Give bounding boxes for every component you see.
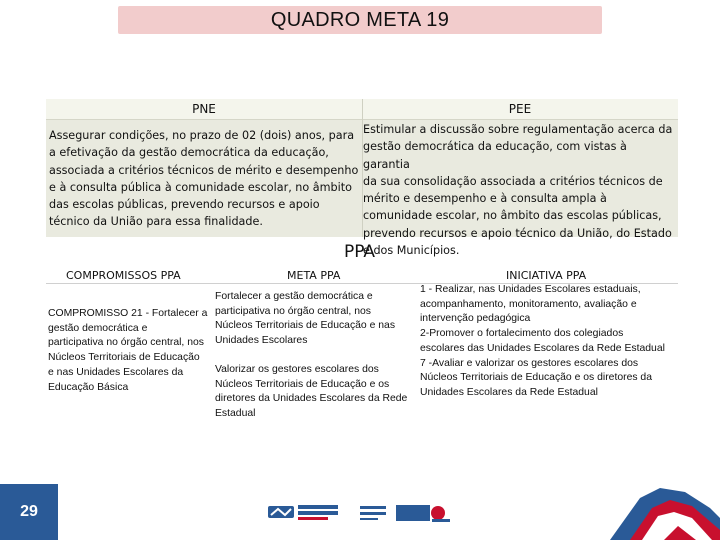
compromisso-line: participativa no órgão central, nos — [48, 337, 204, 349]
meta-line: Núcleos Territoriais de Educação e os — [215, 378, 390, 390]
pee-line: mérito e desempenho e à consulta ampla à — [363, 192, 607, 206]
ppa-title: PPA — [344, 242, 376, 262]
secretaria-logo — [358, 500, 388, 526]
iniciativa-line: intervenção pedagógica — [420, 313, 531, 325]
pne-line: e à consulta pública à comunidade escolar, no âmbito — [49, 180, 352, 194]
meta-line: Núcleos Territoriais de Educação e nas — [215, 320, 396, 332]
iniciativa-line: Núcleos Territoriais de Educação e os diretores da — [420, 372, 652, 384]
compromisso-line: Educação Básica — [48, 381, 129, 393]
page-number: 29 — [0, 484, 58, 540]
bahia-logo — [396, 500, 452, 526]
pee-line: comunidade escolar, no âmbito das escolas públicas, — [363, 209, 662, 223]
meta-header: META PPA — [287, 269, 341, 282]
meta-line: Valorizar os gestores escolares dos — [215, 363, 379, 375]
meta-line: Fortalecer a gestão democrática e — [215, 291, 373, 302]
iniciativa-line: acompanhamento, monitoramento, avaliação e — [420, 298, 637, 310]
pee-header: PEE — [362, 99, 678, 120]
iniciativa-header: INICIATIVA PPA — [506, 269, 587, 282]
meta-line: participativa no órgão central, nos — [215, 305, 371, 317]
pne-text — [49, 127, 361, 231]
pee-line: Estimular a discussão sobre regulamentação acerca da — [363, 123, 673, 136]
compromisso-line: gestão democrática e — [48, 322, 148, 334]
pee-line: prevendo recursos e apoio técnico da União, do Estado — [363, 226, 672, 240]
compromisso-line: Núcleos Territoriais de Educação — [48, 352, 200, 364]
meta-cell — [215, 290, 420, 422]
iniciativa-cell — [420, 283, 680, 401]
page-title: QUADRO META 19 — [118, 6, 602, 34]
pne-line: associada a critérios técnicos de mérito e desempenho — [49, 163, 359, 177]
iniciativa-line: 1 - Realizar, nas Unidades Escolares estaduais, — [420, 284, 641, 295]
meta-line: Unidades Escolares — [215, 335, 308, 347]
iniciativa-line: 2-Promover o fortalecimento dos colegiados — [420, 328, 624, 340]
meta-line: diretores da Unidades Escolares da Rede — [215, 393, 408, 405]
pne-line: técnico da União para essa finalidade. — [49, 215, 263, 229]
pne-line: das escolas públicas, prevendo recursos e apoio — [49, 198, 320, 212]
pee-text — [363, 121, 676, 259]
compromisso-line: COMPROMISSO 21 - Fortalecer a — [48, 308, 208, 319]
pne-header: PNE — [46, 99, 362, 120]
decorative-corner — [600, 478, 720, 540]
iniciativa-line: escolares das Unidades Escolares da Rede Estadual — [420, 342, 665, 354]
pee-line: da sua consolidação associada a critérios técnicos de — [363, 174, 663, 188]
pne-line: a efetivação da gestão democrática da educação, — [49, 146, 329, 160]
pee-line: e dos Municípios. — [363, 244, 460, 258]
pne-line: Assegurar condições, no prazo de 02 (dois) anos, para — [49, 129, 355, 142]
compromisso-cell — [48, 307, 218, 395]
compromissos-header: COMPROMISSOS PPA — [66, 269, 181, 282]
pee-line: gestão democrática da educação, com vistas à garantia — [363, 140, 627, 171]
meta-line: Estadual — [215, 407, 256, 419]
iniciativa-line: 7 -Avaliar e valorizar os gestores escolares dos — [420, 357, 639, 369]
compromisso-line: e nas Unidades Escolares da — [48, 366, 184, 378]
educar-para-transformar-logo — [268, 500, 342, 526]
iniciativa-line: Unidades Escolares da Rede Estadual — [420, 386, 598, 398]
